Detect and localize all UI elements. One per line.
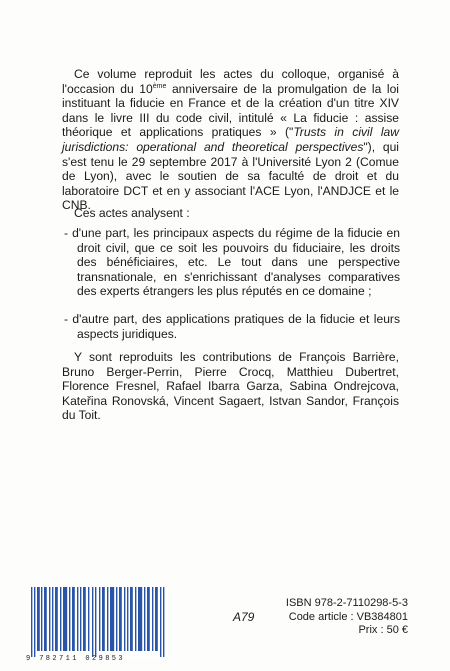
ordinal-superscript: ème: [152, 82, 167, 90]
intro-paragraph: [62, 67, 399, 213]
bullet-item-applications: [64, 312, 400, 341]
bullet-item-civil-law: [64, 226, 400, 299]
article-code-label: Code article : VB384801: [288, 610, 408, 623]
barcode-digits: 9 782711 029853: [26, 655, 126, 663]
english-title: Trusts in civil law jurisdictions: operational and theoretical perspectives: [62, 125, 399, 154]
intro-text-end: "), qui s'est tenu le 29 septembre 2017 à l'Université Lyon 2 (Comue de Lyon), avec le soutien de sa faculté de droit et du laboratoire DCT et en y associant l'ACE Lyon, l'ANDJCE et le CNB.: [62, 139, 399, 213]
intro-text-start: Ce volume reproduit les actes du colloque, organisé à l'occasion du 10: [62, 67, 399, 96]
bullet-text: - d'autre part, des applications pratiques de la fiducie et leurs aspects juridiques.: [64, 312, 400, 341]
ean-barcode: [30, 587, 168, 657]
collection-code: A79: [233, 610, 255, 624]
contributors-paragraph: Y sont reproduits les contributions de François Barrière, Bruno Berger-Perrin, Pierre Crocq, Matthieu Dubertret, Florence Fresnel, Rafael Ibarra Garza, Sabina Ondrejcova, Kateřina Ronovská, Vincent Sagaert, Istvan Sandor, François du Toit.: [62, 350, 399, 423]
analysis-heading: Ces actes analysent :: [74, 206, 190, 220]
bullet-text: - d'une part, les principaux aspects du régime de la fiducie en droit civil, que ce soit les pouvoirs du fiduciaire, les droits des bénéficiaires, etc. Le tout dans une perspective transnationale, en s'enrichissant d'analyses comparatives des experts étrangers les plus réputés en ce domaine ;: [64, 226, 400, 299]
price-label: Prix : 50 €: [358, 624, 408, 636]
isbn-label: ISBN 978-2-7110298-5-3: [285, 597, 408, 609]
intro-text-middle: anniversaire de la promulgation de la loi instituant la fiducie en France et de la création d'un titre XIV dans le livre III du code civil, intitulé « La fiducie : assise théorique et applications pratiques » (": [62, 81, 399, 140]
book-metadata: [286, 597, 408, 638]
